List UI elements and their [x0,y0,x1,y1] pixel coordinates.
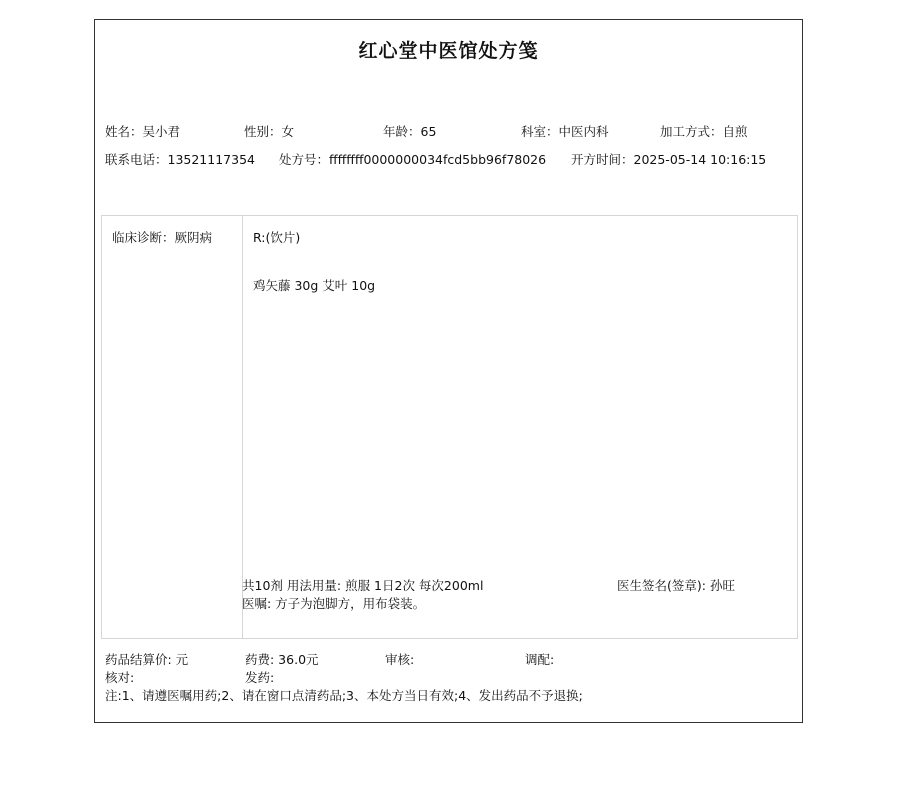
review-field: 审核: [385,652,415,667]
page-title: 红心堂中医馆处方笺 [358,40,539,62]
issue-field: 发药: [245,670,275,685]
drug-fee: 药费: 36.0元 [245,652,319,667]
patient-name: 姓名：吴小君 [105,124,181,139]
rx-header: R:(饮片) [253,230,301,245]
settlement-price: 药品结算价: 元 [105,652,189,667]
prescription-time: 开方时间：2025-05-14 10:16:15 [571,152,767,167]
footer-notes: 注:1、请遵医嘱用药;2、请在窗口点清药品;3、本处方当日有效;4、发出药品不予退换; [105,688,583,703]
clinical-diagnosis: 临床诊断：厥阴病 [112,230,213,245]
patient-age: 年龄：65 [383,124,437,139]
check-field: 核对: [105,670,135,685]
contact-phone: 联系电话：13521117354 [105,152,255,167]
doctor-signature: 医生签名(签章): 孙旺 [617,578,735,593]
herbs-list: 鸡矢藤 30g 艾叶 10g [253,278,376,293]
column-divider [242,216,243,638]
prescription-form [94,19,803,723]
processing-method: 加工方式：自煎 [660,124,748,139]
prescription-body [101,215,798,639]
usage-dosage: 共10剂 用法用量: 煎服 1日2次 每次200ml [242,578,484,593]
doctor-advice: 医嘱: 方子为泡脚方，用布袋装。 [242,596,426,611]
prescription-number: 处方号：ffffffff0000000034fcd5bb96f78026 [279,152,547,167]
department: 科室：中医内科 [521,124,609,139]
patient-gender: 性别：女 [244,124,295,139]
dispense-field: 调配: [525,652,555,667]
